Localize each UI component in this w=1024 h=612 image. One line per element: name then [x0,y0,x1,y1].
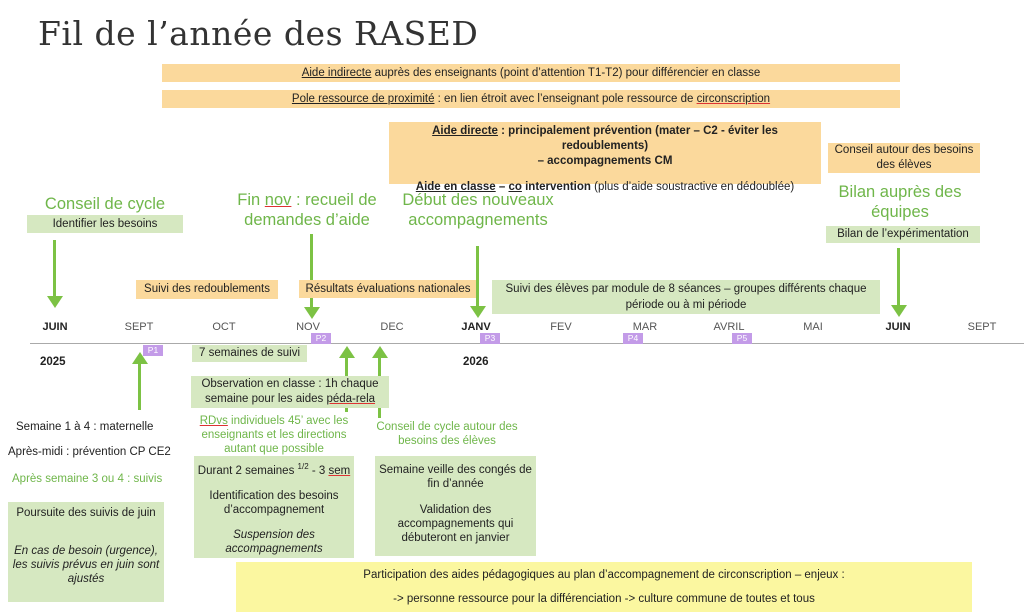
month-avril: AVRIL [713,321,745,333]
rdvs-line1: individuels 45’ avec les [227,415,349,427]
month-sept: SEPT [124,321,154,333]
aide-classe-rest: (plus d’aide soustractive en dédoublée) [590,181,795,193]
co-text: intervention [521,181,591,193]
page-title: Fil de l’année des RASED [38,14,479,53]
durant-susp2: accompagnements [225,542,323,555]
aide-classe-mid: – [495,181,509,193]
conseil-cycle-title: Conseil de cycle [44,195,166,213]
participation-box [236,562,972,612]
co-label: co [508,181,522,193]
arrow-up-p1 [138,362,141,410]
period-p3: P3 [480,333,500,344]
arrowhead-fin-nov [304,307,320,319]
bilan-box: Bilan de l’expérimentation [826,226,980,243]
debut-title [396,190,560,230]
observation-line2-u: péda-rela [326,393,376,405]
debut-line1: Début des nouveaux [402,191,554,209]
semaine-veille-line4: accompagnements qui [397,518,514,530]
month-juin-2025: JUIN [42,321,68,333]
aide-directe-text: : principalement prévention (mater – C2 - éviter les redoublements) [497,125,778,152]
rdvs-line2: enseignants et les directions [201,429,347,441]
arrowhead-bilan [891,305,907,317]
pole-ressource-text2: circonscription [696,93,771,105]
month-nov: NOV [296,321,320,333]
fin-nov-title [232,190,382,230]
left-note-1: Semaine 1 à 4 : maternelle [16,421,154,433]
arrowhead-conseil-cycle [47,296,63,308]
suivi-module-line1: Suivi des élèves par module de 8 séances – groupes différents chaque [505,283,867,295]
conseil-besoins-line2: des élèves [876,159,932,171]
arrow-fin-nov-2 [310,298,313,308]
rdvs-text [190,414,358,456]
arrow-bilan [897,248,900,308]
semaines-suivi-box: 7 semaines de suivi [192,345,307,362]
period-p1: P1 [143,345,163,356]
bilan-title-line2: équipes [871,203,929,221]
pole-ressource-label: Pole ressource de proximité [291,93,435,105]
durant-ident1: Identification des besoins [209,489,339,502]
participation-line2: -> personne ressource pour la différenciation -> culture commune de toutes et tous [393,593,815,605]
durant-sup: 1/2 [297,462,309,471]
resultats-box: Résultats évaluations nationales [299,280,477,298]
month-oct: OCT [212,321,236,333]
semaine-veille-line3: Validation des [419,504,492,516]
fin-nov-post: : recueil de [291,191,377,209]
year-2025: 2025 [40,356,66,368]
conseil-cycle-box: Identifier les besoins [27,215,183,233]
period-p4: P4 [623,333,643,344]
rdvs-line3: autant que possible [224,443,324,455]
durant-pre: Durant 2 semaines [197,464,298,477]
left-note-3: Après semaine 3 ou 4 : suivis [12,473,163,485]
semaine-veille-line2: fin d’année [427,478,484,490]
month-dec: DEC [380,321,404,333]
conseil-besoins-box [828,143,980,173]
observation-line1: Observation en classe : 1h chaque [201,378,379,390]
durant-susp1: Suspension des [233,528,315,541]
month-sept-2026: SEPT [967,321,997,333]
suivi-redoublements-box: Suivi des redoublements [136,280,278,299]
aide-indirecte-text: auprès des enseignants (point d’attention T1-T2) pour différencier en classe [371,67,761,79]
semaine-veille-box [375,456,536,556]
conseil-cycle2-text [368,420,526,448]
month-fev: FEV [550,321,572,333]
bilan-title-line1: Bilan auprès des [838,183,962,201]
month-janv: JANV [461,321,491,333]
observation-box [191,376,389,408]
durant-u: sem [328,464,351,477]
poursuite-italic1: En cas de besoin (urgence), [14,545,158,557]
suivi-module-line2: période ou à mi période [625,299,747,311]
fin-nov-u: nov [264,191,292,209]
aide-indirecte-band [162,64,900,82]
durant-box [194,456,354,558]
arrowhead-debut [470,306,486,318]
aide-indirecte-label: Aide indirecte [301,67,372,79]
poursuite-italic2: les suivis prévus en juin sont [12,559,160,571]
pole-ressource-text: : en lien étroit avec l’enseignant pole ressource de [434,93,697,105]
aide-directe-box [389,122,821,193]
conseil-cycle2-line1: Conseil de cycle autour des [376,421,518,433]
month-mai: MAI [803,321,823,333]
observation-line2-pre: semaine pour les aides [204,393,327,405]
period-p2: P2 [311,333,331,344]
month-juin-2026: JUIN [885,321,911,333]
suivi-module-box [492,280,880,314]
poursuite-box [8,502,164,602]
aide-directe-label: Aide directe [432,125,498,137]
fin-nov-line2: demandes d’aide [244,211,370,229]
arrow-fin-nov [310,234,313,280]
arrow-conseil-cycle [53,240,56,298]
participation-line1: Participation des aides pédagogiques au plan d’accompagnement de circonscription – enjeux : [363,569,845,581]
left-note-2: Après-midi : prévention CP CE2 [8,446,171,458]
arrow-debut [476,246,479,310]
rdvs-u: RDvs [199,415,228,427]
timeline-axis [30,343,1024,344]
debut-line2: accompagnements [408,211,548,229]
month-mar: MAR [632,321,658,333]
year-2026: 2026 [463,356,489,368]
period-p5: P5 [732,333,752,344]
pole-ressource-band [162,90,900,108]
conseil-cycle2-line2: besoins des élèves [398,435,496,447]
semaine-veille-line5: débuteront en janvier [401,532,510,544]
poursuite-title: Poursuite des suivis de juin [16,507,156,519]
semaine-veille-line1: Semaine veille des congés de [379,464,532,476]
bilan-title [820,182,980,222]
fin-nov-pre: Fin [237,191,265,209]
durant-ident2: d’accompagnement [223,503,325,516]
conseil-besoins-line1: Conseil autour des besoins [834,144,974,156]
poursuite-italic3: ajustés [67,573,105,585]
aide-classe-label: Aide en classe [415,181,496,193]
aide-directe-line2: – accompagnements CM [537,155,673,167]
durant-mid: - 3 [308,464,329,477]
